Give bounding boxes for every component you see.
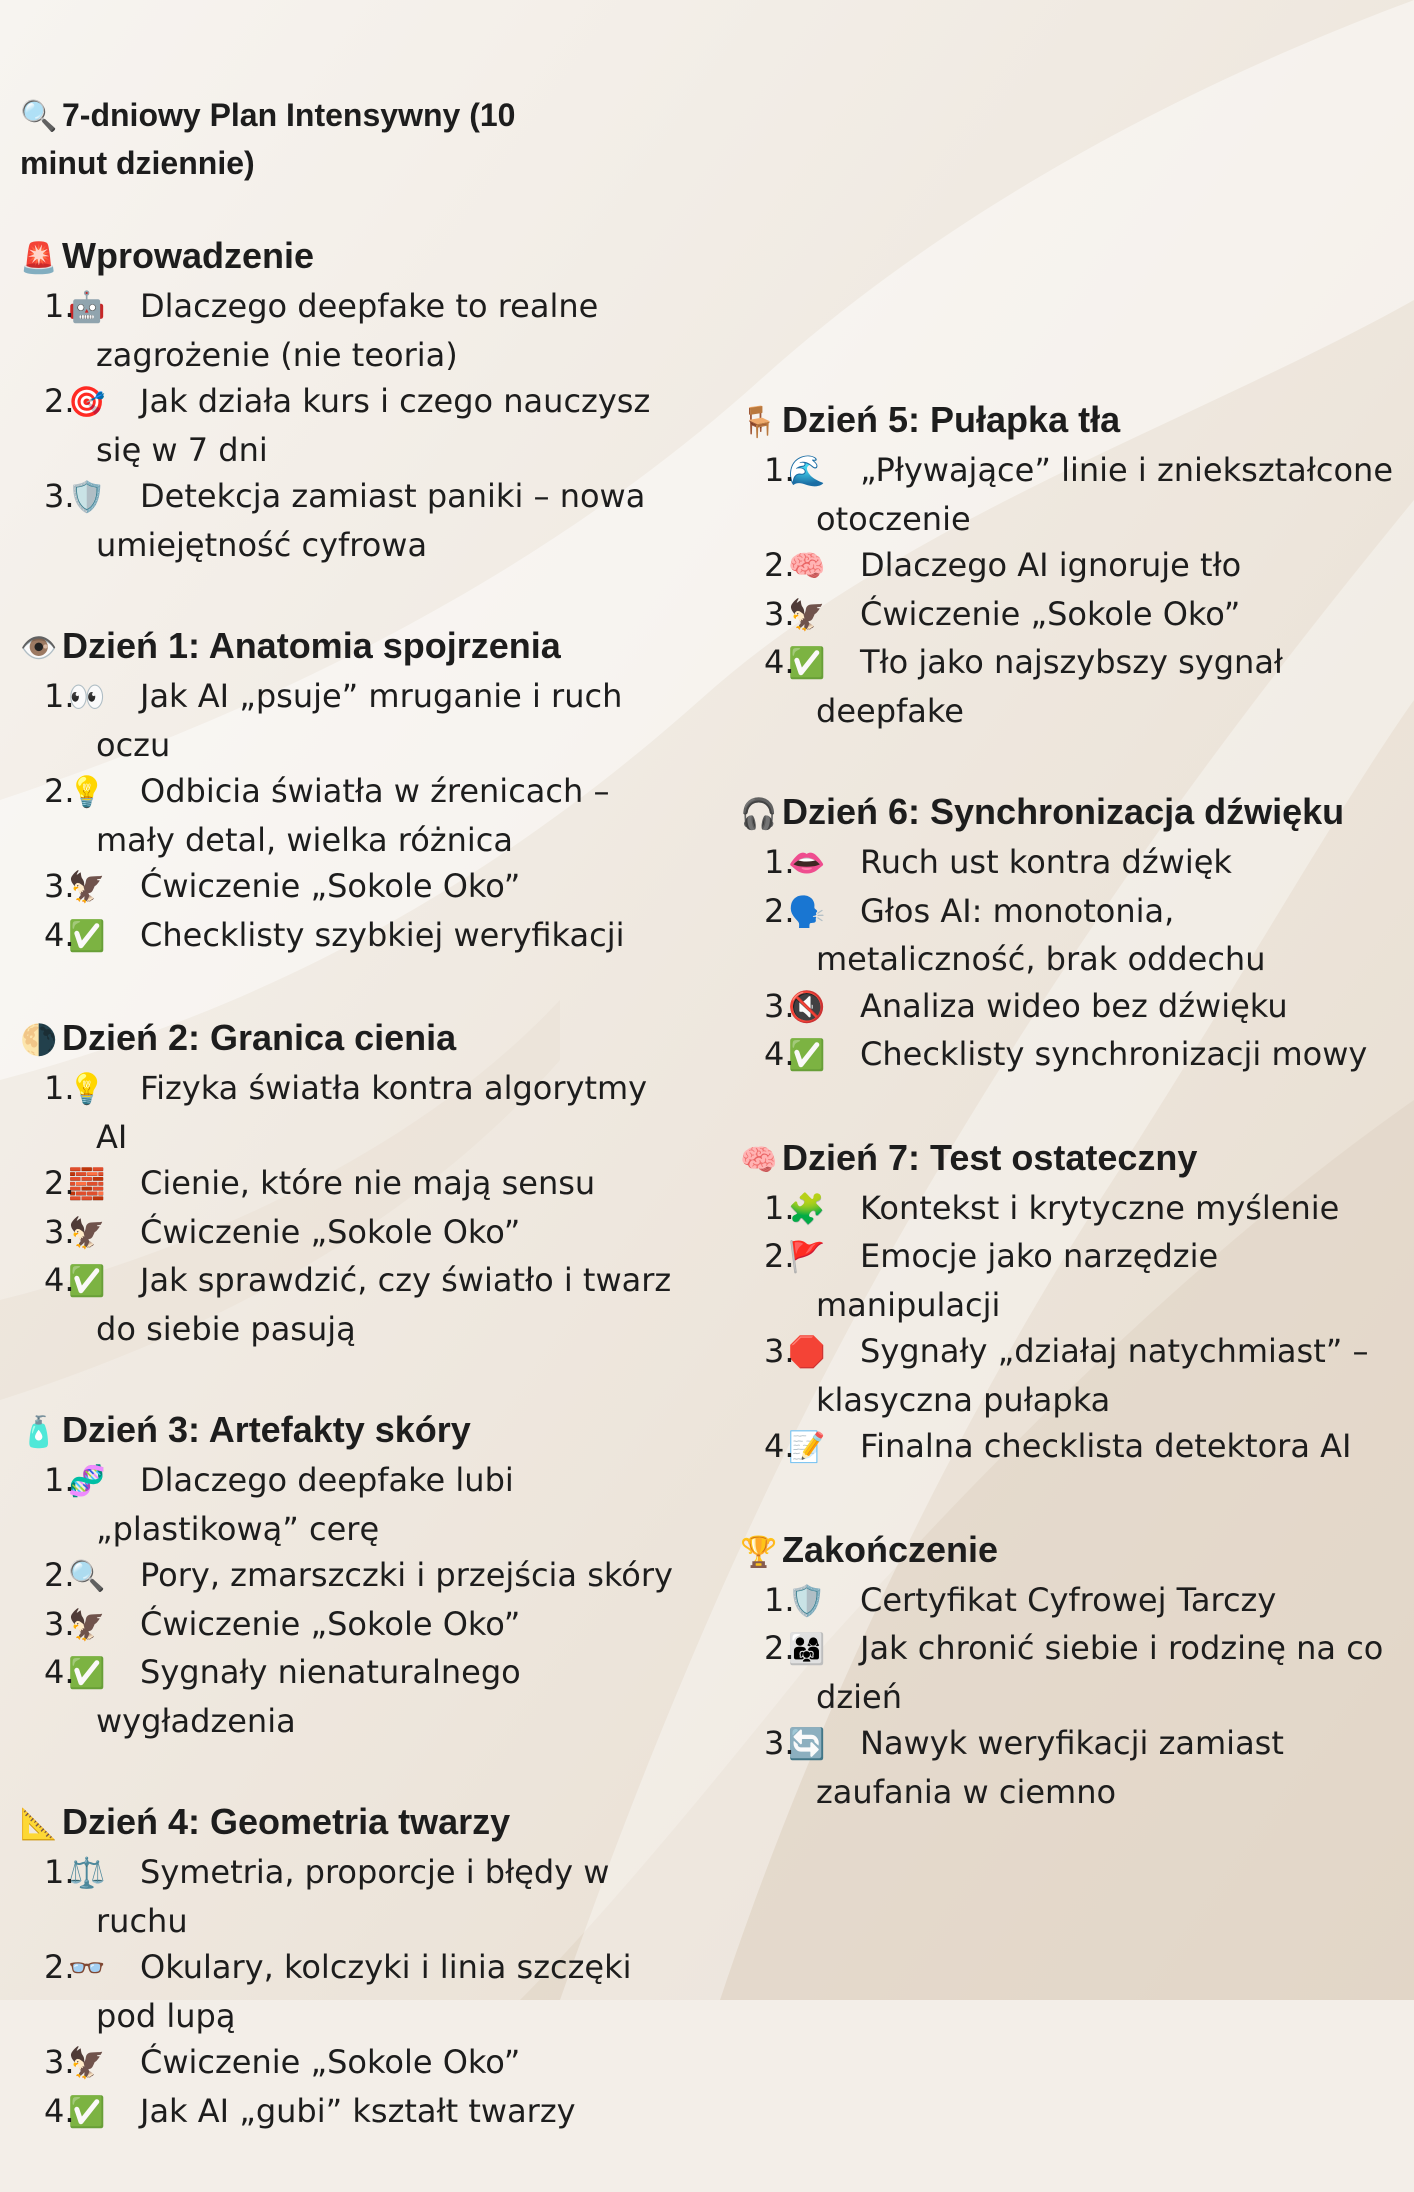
list-item-text: Emocje jako narzędzie manipulacji <box>816 1237 1219 1324</box>
list-item-text: Symetria, proporcje i błędy w ruchu <box>96 1853 610 1940</box>
list-item-text: Tło jako najszybszy sygnał deepfake <box>816 643 1284 730</box>
page-title-text: 7-dniowy Plan Intensywny (10 minut dziennie) <box>20 97 516 181</box>
section-title-text: Dzień 1: Anatomia spojrzenia <box>62 625 561 666</box>
numbered-list <box>740 447 1400 734</box>
section <box>740 790 1400 1080</box>
list-item-text: Jak chronić siebie i rodzinę na co dzień <box>816 1629 1384 1716</box>
list-number: 2. <box>764 1237 795 1275</box>
magnifier-icon: 🔍 <box>68 1559 106 1594</box>
section-title <box>20 1016 680 1063</box>
section <box>20 234 680 568</box>
numbered-list <box>20 673 680 960</box>
eye-icon: 👁️ <box>20 632 58 665</box>
section <box>20 1016 680 1352</box>
numbered-list <box>20 1065 680 1352</box>
list-item-text: Ćwiczenie „Sokole Oko” <box>140 867 521 905</box>
list-number: 2. <box>44 772 75 810</box>
list-number: 1. <box>44 1461 75 1499</box>
ruler-triangle-icon: 📐 <box>20 1808 58 1841</box>
list-item <box>20 473 680 568</box>
right-sections <box>740 398 1400 1815</box>
numbered-list <box>740 1185 1400 1472</box>
list-item-text: Dlaczego deepfake lubi „plastikową” cerę <box>96 1461 514 1548</box>
list-item <box>740 888 1400 983</box>
list-item-text: Sygnały „działaj natychmiast” – klasyczna pułapka <box>816 1332 1369 1419</box>
siren-icon: 🚨 <box>20 242 58 275</box>
lightbulb-icon: 💡 <box>68 775 106 810</box>
stop-sign-icon: 🛑 <box>788 1335 826 1370</box>
eagle-icon: 🦅 <box>68 1607 106 1643</box>
list-item-text: Pory, zmarszczki i przejścia skóry <box>140 1556 673 1594</box>
section-title-text: Dzień 7: Test ostateczny <box>782 1136 1198 1178</box>
glasses-icon: 👓 <box>68 1951 106 1986</box>
list-item <box>20 673 680 768</box>
section-title <box>740 790 1400 837</box>
list-item <box>740 1577 1400 1626</box>
section-title <box>740 398 1400 445</box>
left-sections <box>20 234 680 2136</box>
list-number: 1. <box>44 1853 75 1891</box>
list-item-text: Analiza wideo bez dźwięku <box>860 986 1288 1025</box>
list-item-text: Checklisty synchronizacji mowy <box>860 1035 1368 1073</box>
list-item-text: Checklisty szybkiej weryfikacji <box>140 915 625 954</box>
list-number: 1. <box>44 1069 75 1107</box>
page-title <box>20 92 580 186</box>
brick-icon: 🧱 <box>68 1167 106 1202</box>
left-column <box>20 92 680 2192</box>
list-item <box>740 1233 1400 1328</box>
list-item <box>740 447 1400 542</box>
list-item-text: Dlaczego AI ignoruje tło <box>860 546 1242 584</box>
section-title-text: Dzień 2: Granica cienia <box>62 1017 457 1058</box>
list-item <box>20 1601 680 1650</box>
puzzle-icon: 🧩 <box>788 1191 826 1227</box>
list-number: 4. <box>44 1653 75 1691</box>
list-item <box>20 912 680 961</box>
list-item-text: Ćwiczenie „Sokole Oko” <box>860 594 1241 633</box>
list-item-text: Kontekst i krytyczne myślenie <box>860 1188 1340 1227</box>
list-item-text: Sygnały nienaturalnego wygładzenia <box>96 1653 521 1740</box>
brain-icon: 🧠 <box>788 549 826 584</box>
list-item-text: Ćwiczenie „Sokole Oko” <box>140 1604 521 1643</box>
list-item <box>740 542 1400 591</box>
section <box>20 1408 680 1744</box>
list-item <box>740 983 1400 1032</box>
list-number: 2. <box>44 1556 75 1594</box>
list-number: 3. <box>764 1724 795 1762</box>
list-item-text: Ćwiczenie „Sokole Oko” <box>140 2043 521 2081</box>
wave-icon: 🌊 <box>788 454 826 489</box>
robot-icon: 🤖 <box>68 290 106 325</box>
numbered-list <box>20 1457 680 1744</box>
list-item <box>20 1552 680 1601</box>
list-number: 3. <box>44 1604 75 1643</box>
section-title-text: Wprowadzenie <box>62 235 315 276</box>
lips-icon: 👄 <box>788 846 826 881</box>
section-title-text: Dzień 5: Pułapka tła <box>782 399 1121 440</box>
list-item <box>740 1423 1400 1472</box>
list-number: 3. <box>764 1332 795 1370</box>
list-item-text: „Pływające” linie i zniekształcone otoczenie <box>816 451 1393 538</box>
check-icon: ✅ <box>68 1656 106 1691</box>
list-item <box>740 1625 1400 1720</box>
list-item <box>20 1160 680 1209</box>
section-title <box>20 1800 680 1847</box>
list-item <box>20 768 680 863</box>
list-item-text: Jak sprawdzić, czy światło i twarz do siebie pasują <box>96 1261 672 1348</box>
half-moon-icon: 🌗 <box>20 1024 58 1057</box>
scales-icon: ⚖️ <box>68 1856 106 1891</box>
eagle-icon: 🦅 <box>68 870 106 905</box>
eagle-icon: 🦅 <box>68 2046 106 2081</box>
list-number: 2. <box>44 1948 75 1986</box>
list-item-text: Jak działa kurs i czego nauczysz się w 7 dni <box>96 382 651 469</box>
headphones-icon: 🎧 <box>740 798 778 831</box>
dna-icon: 🧬 <box>68 1464 106 1499</box>
section <box>20 624 680 960</box>
list-item <box>20 1457 680 1552</box>
right-column <box>740 398 1400 1871</box>
list-item <box>20 1944 680 2039</box>
list-item <box>20 863 680 912</box>
shield-icon: 🛡️ <box>788 1583 826 1619</box>
list-item <box>740 1328 1400 1423</box>
check-icon: ✅ <box>68 1264 106 1299</box>
list-item-text: Głos AI: monotonia, metaliczność, brak oddechu <box>816 891 1266 978</box>
list-number: 3. <box>44 1212 75 1251</box>
section-title-text: Dzień 4: Geometria twarzy <box>62 1801 511 1842</box>
list-number: 3. <box>764 594 795 633</box>
section-title <box>20 234 680 281</box>
list-item-text: Detekcja zamiast paniki – nowa umiejętność cyfrowa <box>96 477 646 564</box>
list-number: 4. <box>764 1035 795 1073</box>
check-icon: ✅ <box>68 918 106 954</box>
section <box>740 398 1400 734</box>
numbered-list <box>740 839 1400 1080</box>
mute-icon: 🔇 <box>788 989 826 1025</box>
section-title <box>20 624 680 671</box>
list-item <box>740 1185 1400 1234</box>
check-icon: ✅ <box>788 646 826 681</box>
list-item-text: Odbicia światła w źrenicach – mały detal, wielka różnica <box>96 772 610 859</box>
list-number: 2. <box>764 891 795 930</box>
list-number: 2. <box>764 546 795 584</box>
section-title-text: Dzień 3: Artefakty skóry <box>62 1409 471 1450</box>
list-item-text: Certyfikat Cyfrowej Tarczy <box>860 1580 1277 1619</box>
numbered-list <box>20 1849 680 2136</box>
list-item <box>20 1209 680 1258</box>
list-number: 3. <box>44 867 75 905</box>
list-number: 3. <box>44 2043 75 2081</box>
section-title-text: Zakończenie <box>782 1528 999 1570</box>
section-title <box>740 1528 1400 1575</box>
list-number: 3. <box>44 477 75 515</box>
section-title <box>20 1408 680 1455</box>
list-item <box>740 839 1400 888</box>
list-number: 1. <box>764 843 795 881</box>
lotion-bottle-icon: 🧴 <box>20 1416 58 1449</box>
list-number: 1. <box>764 451 795 489</box>
list-number: 4. <box>764 1427 795 1465</box>
speaking-head-icon: 🗣️ <box>788 894 826 930</box>
list-item <box>740 639 1400 734</box>
list-item-text: Dlaczego deepfake to realne zagrożenie (nie teoria) <box>96 287 599 374</box>
shield-icon: 🛡️ <box>68 480 106 515</box>
list-item-text: Finalna checklista detektora AI <box>860 1427 1352 1465</box>
refresh-icon: 🔄 <box>788 1727 826 1762</box>
list-item-text: Okulary, kolczyki i linia szczęki pod lupą <box>96 1948 632 2035</box>
section-title-text: Dzień 6: Synchronizacja dźwięku <box>782 791 1345 832</box>
eagle-icon: 🦅 <box>788 597 826 633</box>
red-flag-icon: 🚩 <box>788 1240 826 1275</box>
magnifier-icon: 🔍 <box>20 100 58 133</box>
list-item <box>20 378 680 473</box>
list-item <box>20 1257 680 1352</box>
list-number: 3. <box>764 986 795 1025</box>
family-icon: 👨‍👩‍👧 <box>788 1632 826 1667</box>
list-item <box>20 283 680 378</box>
list-item <box>20 2039 680 2088</box>
list-item <box>740 1031 1400 1080</box>
eagle-icon: 🦅 <box>68 1215 106 1251</box>
list-item-text: Jak AI „psuje” mruganie i ruch oczu <box>96 677 623 764</box>
lightbulb-icon: 💡 <box>68 1072 106 1107</box>
list-item-text: Ruch ust kontra dźwięk <box>860 843 1232 881</box>
numbered-list <box>20 283 680 568</box>
list-number: 4. <box>44 915 75 954</box>
list-item <box>20 1649 680 1744</box>
list-number: 4. <box>44 1261 75 1299</box>
check-icon: ✅ <box>68 2094 106 2130</box>
section <box>740 1136 1400 1472</box>
list-item-text: Jak AI „gubi” kształt twarzy <box>140 2091 576 2130</box>
list-number: 1. <box>764 1188 795 1227</box>
brain-icon: 🧠 <box>740 1143 778 1177</box>
section <box>20 1800 680 2136</box>
numbered-list <box>740 1577 1400 1816</box>
list-item-text: Ćwiczenie „Sokole Oko” <box>140 1212 521 1251</box>
list-number: 4. <box>44 2091 75 2130</box>
list-number: 1. <box>764 1580 795 1619</box>
list-item-text: Fizyka światła kontra algorytmy AI <box>96 1069 648 1156</box>
target-icon: 🎯 <box>68 385 106 420</box>
list-number: 1. <box>44 677 75 715</box>
list-item <box>20 2088 680 2137</box>
list-number: 4. <box>764 643 795 681</box>
list-item-text: Cienie, które nie mają sensu <box>140 1164 596 1202</box>
list-item-text: Nawyk weryfikacji zamiast zaufania w ciemno <box>816 1724 1284 1811</box>
list-item <box>740 591 1400 640</box>
list-item <box>740 1720 1400 1815</box>
memo-icon: 📝 <box>788 1430 826 1465</box>
check-icon: ✅ <box>788 1038 826 1073</box>
list-number: 1. <box>44 287 75 325</box>
list-number: 2. <box>44 1164 75 1202</box>
list-item <box>20 1065 680 1160</box>
section-title <box>740 1136 1400 1183</box>
list-number: 2. <box>44 382 75 420</box>
section <box>740 1528 1400 1816</box>
list-number: 2. <box>764 1629 795 1667</box>
trophy-icon: 🏆 <box>740 1535 778 1569</box>
eyes-icon: 👀 <box>68 680 106 715</box>
list-item <box>20 1849 680 1944</box>
chair-icon: 🪑 <box>740 406 778 439</box>
